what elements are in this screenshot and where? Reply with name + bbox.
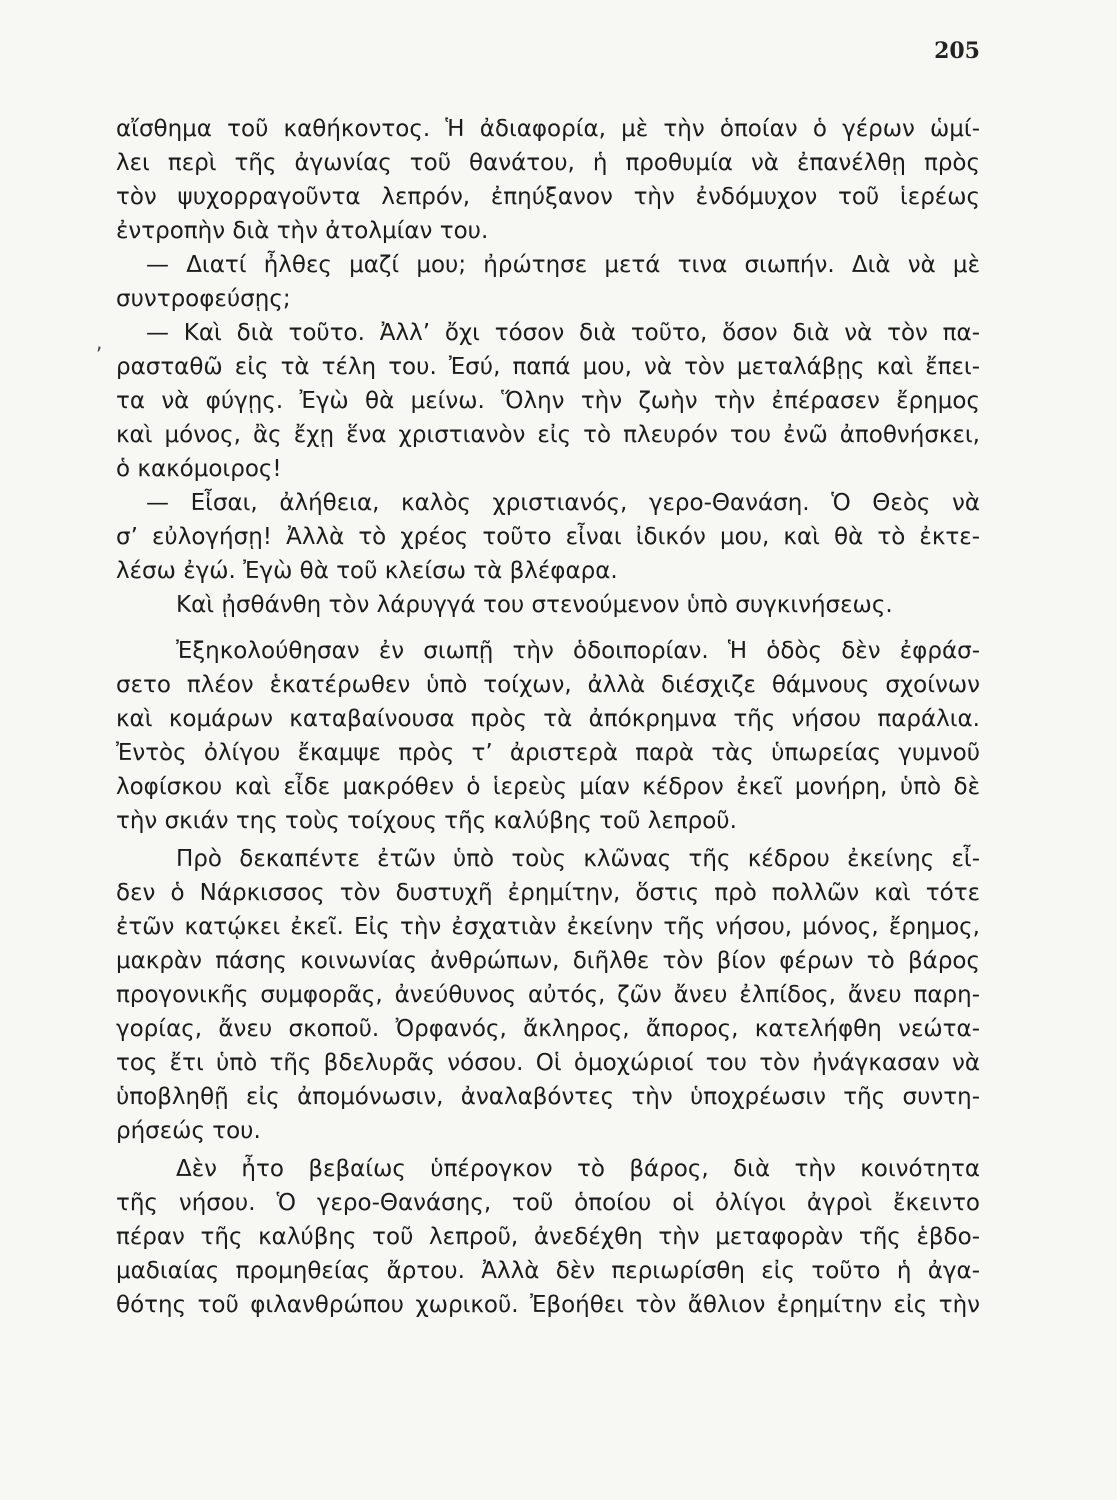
page-number: 205 (934, 38, 980, 64)
paragraph (116, 1152, 980, 1322)
text-line: — Διατί ἦλθες μαζί μου; ἠρώτησε μετά τινα σιωπήν. Διὰ νὰ μὲ (146, 252, 980, 278)
text-line: ἐντροπὴν διὰ τὴν ἀτολμίαν του. (116, 218, 489, 244)
dialogue-paragraph (116, 486, 980, 588)
text-line: ρασταθῶ εἰς τὰ τέλη του. Ἐσύ, παπά μου, νὰ τὸν μεταλάβῃς καὶ ἔπει- (116, 354, 980, 380)
text-line: Ἐξηκολούθησαν ἐν σιωπῇ τὴν ὁδοιπορίαν. Ἡ ὁδὸς δὲν ἐφράσ- (176, 638, 980, 664)
text-line: ὁ κακόμοιρος! (116, 456, 282, 482)
text-line: Καὶ ᾐσθάνθη τὸν λάρυγγά του στενούμενον ὑπὸ συγκινήσεως. (176, 592, 893, 618)
text-line: σετο πλέον ἑκατέρωθεν ὑπὸ τοίχων, ἀλλὰ διέσχιζε θάμνους σχοίνων (116, 672, 980, 698)
dialogue-paragraph (116, 316, 980, 486)
text-line: ὑποβληθῇ εἰς ἀπομόνωσιν, ἀναλαβόντες τὴν ὑποχρέωσιν τῆς συντη- (116, 1084, 980, 1110)
text-line: ἐτῶν κατῴκει ἐκεῖ. Εἰς τὴν ἐσχατιὰν ἐκείνην τῆς νήσου, μόνος, ἔρημος, (116, 914, 980, 940)
text-line: αἴσθημα τοῦ καθήκοντος. Ἡ ἀδιαφορία, μὲ τὴν ὁποίαν ὁ γέρων ὡμί- (116, 116, 980, 142)
text-line: γορίας, ἄνευ σκοποῦ. Ὀρφανός, ἄκληρος, ἄπορος, κατελήφθη νεώτα- (116, 1016, 980, 1042)
text-line: λοφίσκου καὶ εἶδε μακρόθεν ὁ ἱερεὺς μίαν κέδρον ἐκεῖ μονήρη, ὑπὸ δὲ (116, 774, 980, 800)
text-line: συντροφεύσῃς; (116, 286, 291, 312)
margin-pencil-mark: , (96, 330, 103, 354)
text-line: δεν ὁ Νάρκισσος τὸν δυστυχῆ ἐρημίτην, ὅστις πρὸ πολλῶν καὶ τότε (116, 880, 980, 906)
text-line: Ἐντὸς ὀλίγου ἔκαμψε πρὸς τ’ ἀριστερὰ παρὰ τὰς ὑπωρείας γυμνοῦ (116, 740, 980, 766)
text-line: καὶ κομάρων καταβαίνουσα πρὸς τὰ ἀπόκρημνα τῆς νήσου παράλια. (116, 706, 980, 732)
dialogue-paragraph (116, 248, 980, 316)
body-text (116, 112, 980, 1322)
paragraph (116, 842, 980, 1148)
text-line: Πρὸ δεκαπέντε ἐτῶν ὑπὸ τοὺς κλῶνας τῆς κέδρου ἐκείνης εἶ- (176, 846, 980, 872)
paragraph (116, 112, 980, 248)
text-line: — Καὶ διὰ τοῦτο. Ἀλλ’ ὄχι τόσον διὰ τοῦτο, ὅσον διὰ νὰ τὸν πα- (146, 320, 980, 346)
text-line: λέσω ἐγώ. Ἐγὼ θὰ τοῦ κλείσω τὰ βλέφαρα. (116, 558, 618, 584)
paragraph (116, 634, 980, 838)
text-line: τῆς νήσου. Ὁ γερο-Θανάσης, τοῦ ὁποίου οἱ ὀλίγοι ἀγροὶ ἔκειντο (116, 1190, 980, 1216)
paragraph (116, 588, 980, 622)
text-line: τος ἔτι ὑπὸ τῆς βδελυρᾶς νόσου. Οἱ ὁμοχώριοί του τὸν ἠνάγκασαν νὰ (116, 1050, 980, 1076)
text-line: θότης τοῦ φιλανθρώπου χωρικοῦ. Ἐβοήθει τὸν ἄθλιον ἐρημίτην εἰς τὴν (116, 1292, 980, 1318)
text-line: τὴν σκιάν της τοὺς τοίχους τῆς καλύβης τοῦ λεπροῦ. (116, 808, 737, 834)
text-line: καὶ μόνος, ἂς ἔχῃ ἕνα χριστιανὸν εἰς τὸ πλευρόν του ἐνῶ ἀποθνήσκει, (116, 422, 980, 448)
text-line: λει περὶ τῆς ἀγωνίας τοῦ θανάτου, ἡ προθυμία νὰ ἐπανέλθῃ πρὸς (116, 150, 980, 176)
text-line: — Εἶσαι, ἀλήθεια, καλὸς χριστιανός, γερο-Θανάση. Ὁ Θεὸς νὰ (146, 490, 980, 516)
text-line: τα νὰ φύγῃς. Ἐγὼ θὰ μείνω. Ὅλην τὴν ζωὴν τὴν ἐπέρασεν ἔρημος (116, 388, 980, 414)
text-line: τὸν ψυχορραγοῦντα λεπρόν, ἐπηύξανον τὴν ἐνδόμυχον τοῦ ἱερέως (116, 184, 980, 210)
text-line: σ’ εὐλογήσῃ! Ἀλλὰ τὸ χρέος τοῦτο εἶναι ἰδικόν μου, καὶ θὰ τὸ ἐκτε- (116, 524, 980, 550)
text-line: πέραν τῆς καλύβης τοῦ λεπροῦ, ἀνεδέχθη τὴν μεταφορὰν τῆς ἑβδο- (116, 1224, 980, 1250)
text-line: μαδιαίας προμηθείας ἄρτου. Ἀλλὰ δὲν περιωρίσθη εἰς τοῦτο ἡ ἀγα- (116, 1258, 980, 1284)
text-line: Δὲν ἦτο βεβαίως ὑπέρογκον τὸ βάρος, διὰ τὴν κοινότητα (176, 1156, 980, 1182)
text-line: μακρὰν πάσης κοινωνίας ἀνθρώπων, διῆλθε τὸν βίον φέρων τὸ βάρος (116, 948, 980, 974)
text-line: ρήσεώς του. (116, 1118, 261, 1144)
text-line: προγονικῆς συμφορᾶς, ἀνεύθυνος αὐτός, ζῶν ἄνευ ἐλπίδος, ἄνευ παρη- (116, 982, 980, 1008)
